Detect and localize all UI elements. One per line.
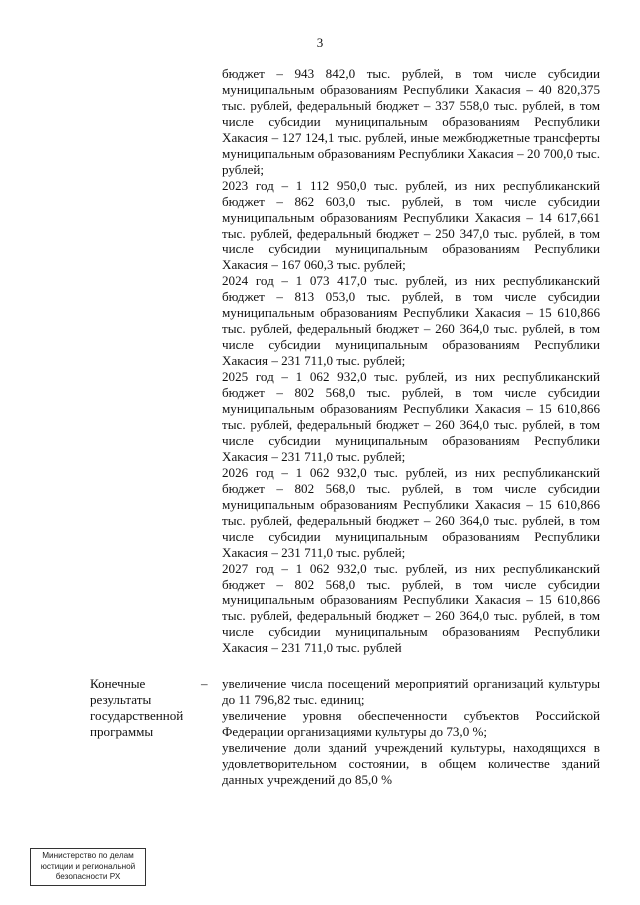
stamp-line: безопасности РХ <box>55 872 121 881</box>
stamp-line: Министерство по делам <box>42 851 134 860</box>
funding-paragraph-2024: 2024 год – 1 073 417,0 тыс. рублей, из них республиканский бюджет – 813 053,0 тыс. рублей, в том числе субсидии муниципальным образованиям Республики Хакасия – 15 610,866 тыс. рублей, федеральный бюджет – 260 364,0 тыс. рублей, в том числе субсидии муниципальным образованиям Республики Хакасия – 231 711,0 тыс. рублей; <box>222 273 600 369</box>
funding-paragraph-2023: 2023 год – 1 112 950,0 тыс. рублей, из них республиканский бюджет – 862 603,0 тыс. рублей, в том числе субсидии муниципальным образованиям Республики Хакасия – 14 617,661 тыс. рублей, федеральный бюджет – 250 347,0 тыс. рублей, в том числе субсидии муниципальным образованиям Республики Хакасия – 167 060,3 тыс. рублей; <box>222 177 600 273</box>
funding-section <box>222 66 600 656</box>
funding-paragraph-2026: 2026 год – 1 062 932,0 тыс. рублей, из них республиканский бюджет – 802 568,0 тыс. рублей, в том числе субсидии муниципальным образованиям Республики Хакасия – 15 610,866 тыс. рублей, федеральный бюджет – 260 364,0 тыс. рублей, в том числе субсидии муниципальным образованиям Республики Хакасия – 231 711,0 тыс. рублей; <box>222 464 600 560</box>
funding-paragraph: бюджет – 943 842,0 тыс. рублей, в том числе субсидии муниципальным образованиям Республики Хакасия – 40 820,375 тыс. рублей, федеральный бюджет – 337 558,0 тыс. рублей, в том числе субсидии муниципальным образованиям Республики Хакасия – 127 124,1 тыс. рублей, иные межбюджетные трансферты муниципальным образованиям Республики Хакасия – 20 700,0 тыс. рублей; <box>222 66 600 177</box>
result-item-visits: увеличение числа посещений мероприятий организаций культуры до 11 796,82 тыс. единиц; <box>222 676 600 707</box>
funding-paragraph-2025: 2025 год – 1 062 932,0 тыс. рублей, из них республиканский бюджет – 802 568,0 тыс. рублей, в том числе субсидии муниципальным образованиям Республики Хакасия – 15 610,866 тыс. рублей, федеральный бюджет – 260 364,0 тыс. рублей, в том числе субсидии муниципальным образованиям Республики Хакасия – 231 711,0 тыс. рублей; <box>222 369 600 464</box>
result-item-buildings: увеличение доли зданий учреждений культуры, находящихся в удовлетворительном состоянии, в общем количестве зданий данных учреждений до 85,0 % <box>222 740 600 787</box>
results-label: Конечные результаты государственной программы <box>90 676 184 739</box>
results-dash: – <box>201 676 208 691</box>
funding-paragraph-2027: 2027 год – 1 062 932,0 тыс. рублей, из них республиканский бюджет – 802 568,0 тыс. рублей, в том числе субсидии муниципальным образованиям Республики Хакасия – 15 610,866 тыс. рублей, федеральный бюджет – 260 364,0 тыс. рублей, в том числе субсидии муниципальным образованиям Республики Хакасия – 231 711,0 тыс. рублей <box>222 560 600 656</box>
stamp-line: юстиции и региональной <box>40 861 136 871</box>
page-number: 3 <box>316 35 324 50</box>
results-section <box>222 676 600 788</box>
ministry-stamp <box>30 848 146 886</box>
result-item-provision: увеличение уровня обеспеченности субъектов Российской Федерации организациями культуры до 73,0 %; <box>222 708 600 739</box>
